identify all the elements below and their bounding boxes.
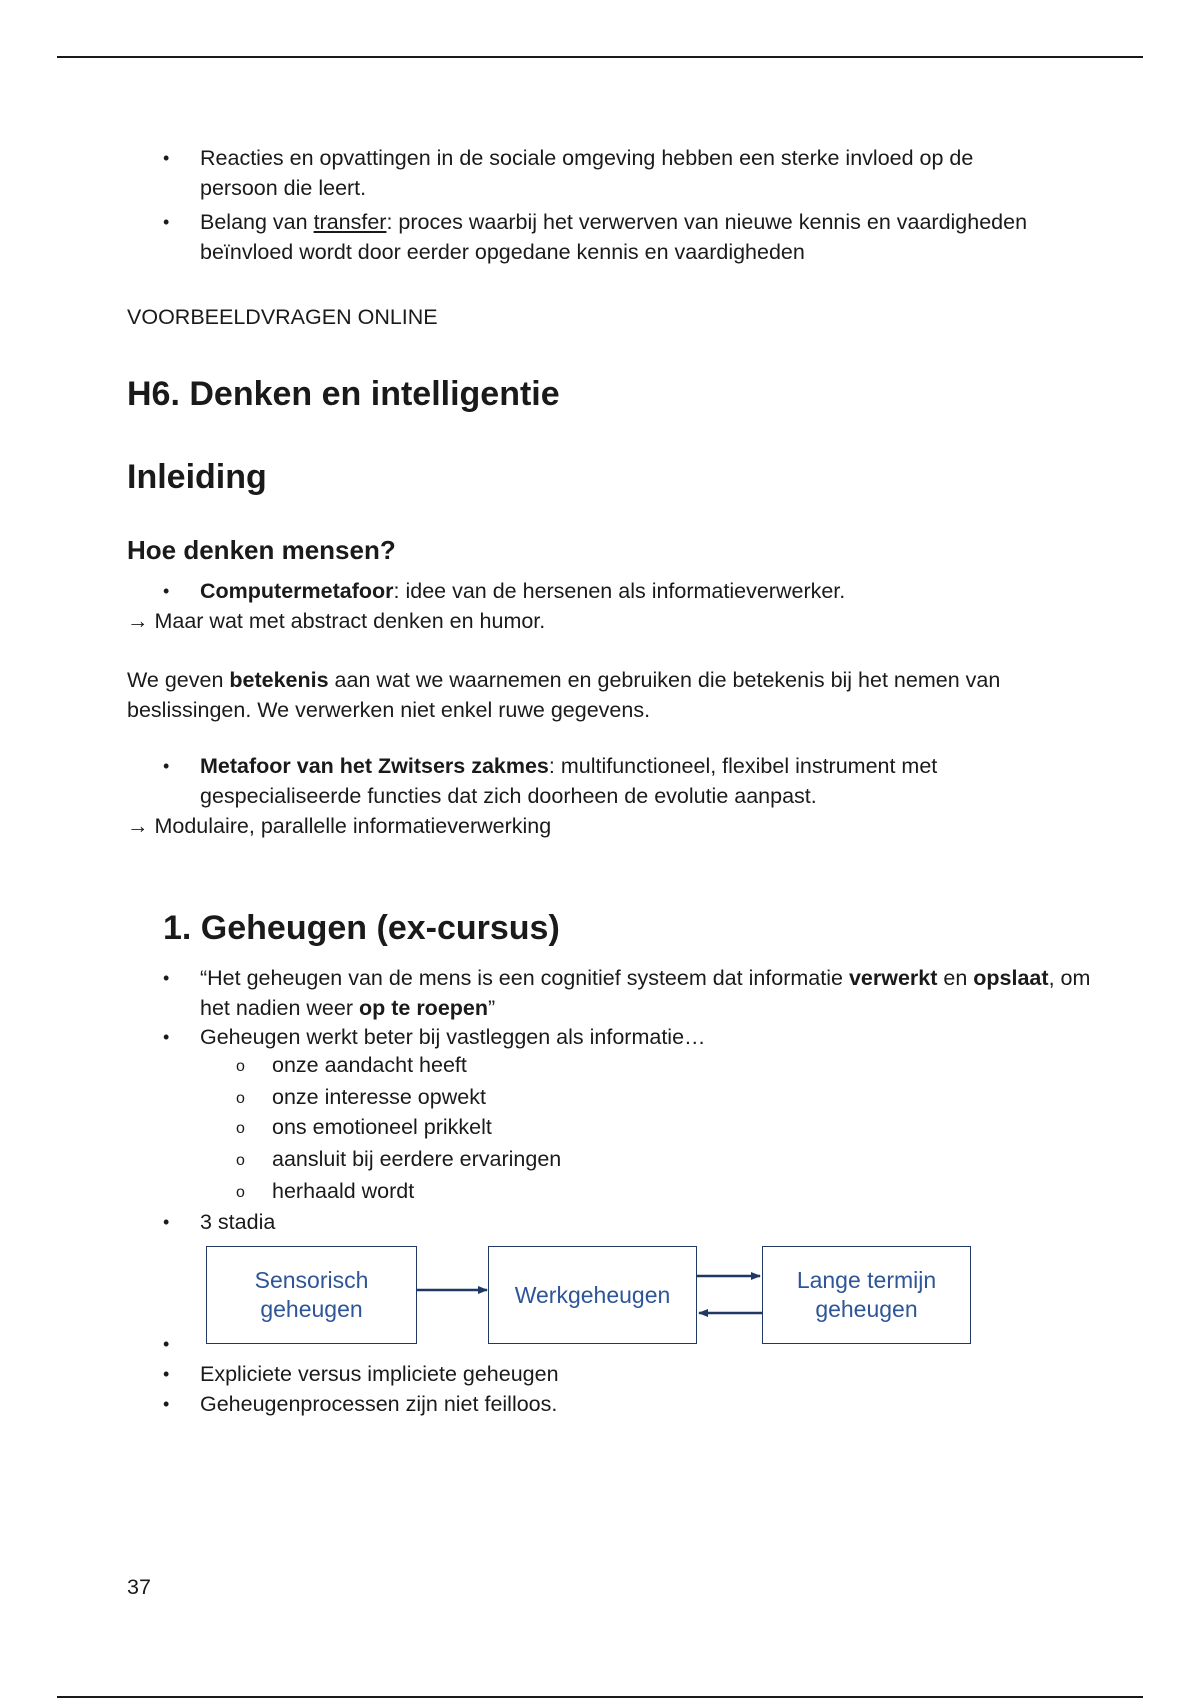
sub-item: aansluit bij eerdere ervaringen (272, 1147, 562, 1171)
sub-item: onze interesse opwekt (272, 1085, 486, 1109)
section-title: Inleiding (127, 458, 267, 496)
footer-rule (57, 1696, 1143, 1698)
sensory-memory-line1: Sensorisch (254, 1267, 369, 1293)
sensory-memory-box (206, 1246, 417, 1344)
quote-part3: , om (1048, 966, 1091, 990)
swiss-knife-line2: gespecialiseerde functies dat zich doorheen de evolutie aanpast. (200, 784, 817, 808)
long-term-memory-line1: Lange termijn (796, 1267, 937, 1293)
sub-item: onze aandacht heeft (272, 1053, 467, 1077)
meaning-term: betekenis (229, 668, 329, 692)
swiss-knife-rest: : multifunctioneel, flexibel instrument met (548, 754, 938, 778)
bullet-dot: • (163, 581, 170, 601)
long-term-memory-line2: geheugen (815, 1296, 918, 1322)
intro-bullet-1-line2: persoon die leert. (200, 176, 367, 200)
long-term-memory-box (762, 1246, 971, 1344)
sensory-memory-line2: geheugen (260, 1296, 363, 1322)
bullet-dot: • (163, 1364, 170, 1384)
bullet-dot: • (163, 212, 170, 232)
swiss-knife-arrow-line: → Modulaire, parallelle informatieverwerking (127, 814, 552, 838)
memory-better-when: Geheugen werkt beter bij vastleggen als informatie… (200, 1025, 706, 1049)
quote-line2-prefix: het nadien weer (200, 996, 359, 1020)
intro-bullet-1-line1: Reacties en opvattingen in de sociale omgeving hebben een sterke invloed op de (200, 146, 974, 170)
quote-part2: en (937, 966, 974, 990)
sub-item: ons emotioneel prikkelt (272, 1115, 492, 1139)
chapter-title: H6. Denken en intelligentie (127, 375, 560, 413)
intro-bullet-2-prefix: Belang van (200, 210, 314, 234)
memory-not-flawless-item: Geheugenprocessen zijn niet feilloos. (200, 1392, 558, 1416)
intro-bullet-2-line2: beïnvloed wordt door eerder opgedane kennis en vaardigheden (200, 240, 805, 264)
meaning-prefix: We geven (127, 668, 230, 692)
swiss-knife-term: Metafoor van het Zwitsers zakmes (200, 754, 549, 778)
meaning-line2: beslissingen. We verwerken niet enkel ruwe gegevens. (127, 698, 651, 722)
quote-line2-suffix: ” (488, 996, 496, 1020)
circle-bullet: o (236, 1120, 245, 1137)
explicit-implicit-item: Expliciete versus impliciete geheugen (200, 1362, 559, 1386)
stages-label: 3 stadia (200, 1210, 276, 1234)
circle-bullet: o (236, 1090, 245, 1107)
computer-metaphor-term: Computermetafoor (200, 579, 394, 603)
circle-bullet: o (236, 1184, 245, 1201)
bullet-dot: • (163, 148, 170, 168)
subsection-title: Hoe denken mensen? (127, 535, 396, 565)
intro-bullet-2-rest: : proces waarbij het verwerven van nieuwe kennis en vaardigheden (386, 210, 1028, 234)
quote-bold-recall: op te roepen (358, 996, 488, 1020)
memory-section-title: 1. Geheugen (ex-cursus) (163, 909, 560, 947)
bullet-dot: • (163, 1027, 170, 1047)
computer-metaphor-arrow-line: → Maar wat met abstract denken en humor. (127, 609, 546, 633)
bullet-dot: • (163, 968, 170, 988)
meaning-rest: aan wat we waarnemen en gebruiken die betekenis bij het nemen van (328, 668, 1001, 692)
page-number: 37 (127, 1575, 151, 1599)
computer-metaphor-rest: : idee van de hersenen als informatieverwerker. (393, 579, 846, 603)
circle-bullet: o (236, 1152, 245, 1169)
bullet-dot: • (163, 756, 170, 776)
working-memory-label: Werkgeheugen (514, 1281, 671, 1308)
sub-item: herhaald wordt (272, 1179, 415, 1203)
quote-part1: “Het geheugen van de mens is een cognitief systeem dat informatie (200, 966, 849, 990)
quote-bold-processes: verwerkt (848, 966, 938, 990)
circle-bullet: o (236, 1058, 245, 1075)
working-memory-box (488, 1246, 697, 1344)
online-questions-label: VOORBEELDVRAGEN ONLINE (127, 305, 438, 329)
quote-bold-stores: opslaat (973, 966, 1049, 990)
bullet-dot: • (163, 1212, 170, 1232)
bullet-dot: • (163, 1394, 170, 1414)
bullet-dot-empty: • (163, 1334, 170, 1354)
transfer-term: transfer (313, 210, 387, 234)
